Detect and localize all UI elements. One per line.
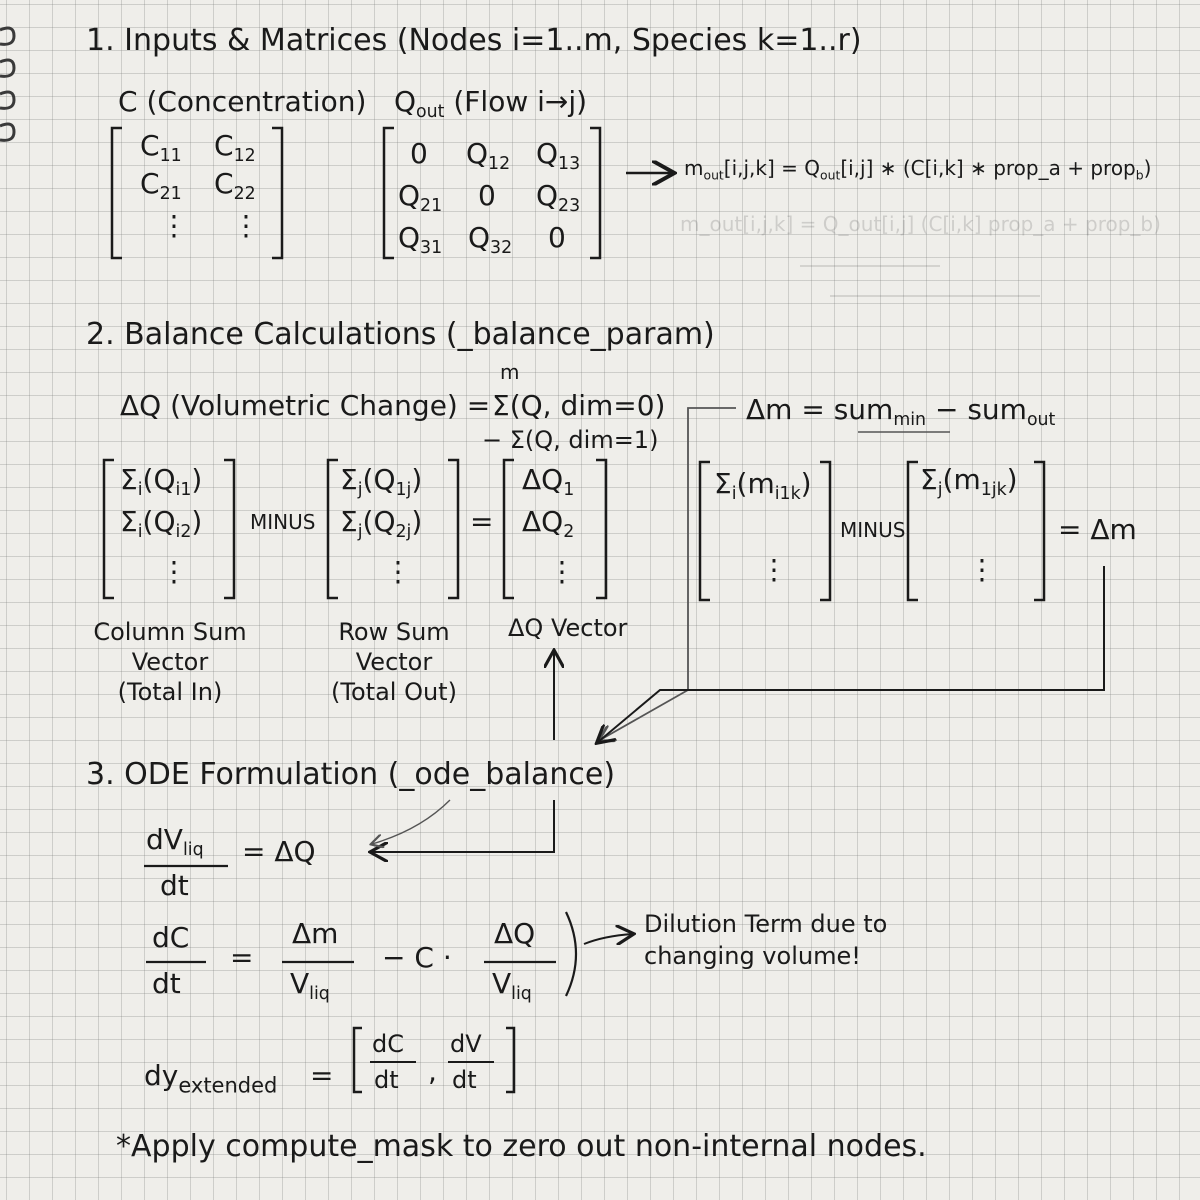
c-matrix-cell: $C_{11}$ [140, 129, 182, 167]
q-matrix-cell: 0 [478, 179, 496, 212]
dm-numerator: Δm [292, 917, 339, 950]
c-matrix-label: C (Concentration) [118, 85, 367, 118]
dy-term: dC [372, 1030, 404, 1058]
minus-label: MINUS [250, 510, 316, 534]
q-matrix-cell: $Q_{31}$ [398, 221, 443, 259]
q-matrix-label: $Q_{out}$ (Flow i→j) [394, 85, 588, 123]
q-matrix-cell: 0 [548, 221, 566, 254]
dm-denominator: $V_{liq}$ [290, 967, 330, 1005]
q-matrix-cell: $Q_{23}$ [536, 179, 581, 217]
q-matrix-cell: $Q_{21}$ [398, 179, 443, 217]
mass-in-dots: ⋮ [760, 553, 788, 586]
section3-heading: 3. ODE Formulation (_ode_balance) [86, 757, 616, 792]
dq-definition-line2: − Σ(Q, dim=1) [482, 426, 659, 454]
minus-label: MINUS [840, 518, 906, 542]
dy-term: dt [452, 1066, 477, 1094]
equals-sign: = [470, 505, 494, 538]
dy-equals: = [310, 1059, 334, 1092]
delta-m-result: = Δm [1058, 513, 1137, 546]
column-sum-dots: ⋮ [160, 555, 188, 588]
row-sum-entry: $\Sigma_j(Q_{2j})$ [340, 505, 423, 543]
dc-denominator: dt [152, 967, 181, 1000]
q-matrix-cell: $Q_{13}$ [536, 137, 581, 175]
dq-definition-line1: Σ(Q, dim=0) [492, 389, 666, 422]
minus-c-term: − C · [382, 941, 452, 974]
mass-out-dots: ⋮ [968, 553, 996, 586]
row-sum-caption: Row Sum Vector (Total Out) [331, 618, 457, 706]
c-matrix-cell: $C_{21}$ [140, 167, 182, 205]
c-matrix-cell: $C_{12}$ [214, 129, 256, 167]
section1-heading: 1. Inputs & Matrices (Nodes i=1..m, Species k=1..r) [86, 23, 862, 58]
column-sum-entry: $\Sigma_i(Q_{i2})$ [120, 505, 203, 543]
dy-comma: , [428, 1055, 437, 1088]
dq-vector-dots: ⋮ [548, 555, 576, 588]
mass-out-entry: $\Sigma_j(m_{1jk})$ [920, 463, 1018, 501]
section2-heading: 2. Balance Calculations (_balance_param) [86, 317, 715, 352]
mass-in-entry: $\Sigma_i(m_{i1k})$ [714, 467, 812, 505]
dq-to-dv-arrow [372, 800, 554, 852]
dy-term: dV [450, 1030, 482, 1058]
column-sum-entry: $\Sigma_i(Q_{i1})$ [120, 463, 203, 501]
dc-equals: = [230, 941, 254, 974]
dv-rhs: = ΔQ [242, 835, 316, 868]
dilution-paren [566, 912, 576, 996]
dv-denominator: dt [160, 869, 189, 902]
c-matrix-cell: $C_{22}$ [214, 167, 256, 205]
dm-result-arrow [598, 566, 1104, 742]
row-sum-entry: $\Sigma_j(Q_{1j})$ [340, 463, 423, 501]
row-sum-dots: ⋮ [384, 555, 412, 588]
dilution-arrow [584, 934, 632, 944]
column-sum-caption: Column Sum Vector (Total In) [93, 618, 247, 706]
mass-flow-formula-ghost: m_out[i,j,k] = Q_out[i,j] (C[i,k] prop_a + prop_b) [680, 212, 1161, 236]
dc-numerator: dC [152, 921, 190, 954]
dy-extended-label: $dy_{extended}$ [144, 1059, 278, 1098]
dilution-note: Dilution Term due to changing volume! [644, 910, 888, 970]
q-matrix-cell: $Q_{12}$ [466, 137, 511, 175]
dm-definition: Δm = sum$_{min}$ − sum$_{out}$ [746, 393, 1056, 431]
dq-to-dv-thin-arrow [372, 800, 450, 844]
q-matrix-cell: 0 [410, 137, 428, 170]
dq-vector-caption: ΔQ Vector [508, 614, 628, 642]
footer-note: *Apply compute_mask to zero out non-internal nodes. [116, 1129, 927, 1164]
ghost-scribble [800, 266, 1040, 296]
q-matrix-cell: $Q_{32}$ [468, 221, 513, 259]
dv-numerator: $dV_{liq}$ [146, 823, 204, 861]
c-matrix-dots: ⋮ [160, 209, 188, 242]
mass-flow-formula: $m_{out}[i,j,k] = Q_{out}[i,j]$ ∗ (C[i,k] ∗ prop_a + prop$_b$) [684, 156, 1152, 183]
dq-vector-entry: $\Delta Q_1$ [522, 463, 575, 501]
dy-term: dt [374, 1066, 399, 1094]
dq-denominator: $V_{liq}$ [492, 967, 532, 1005]
c-matrix-dots: ⋮ [232, 209, 260, 242]
dq-numerator: ΔQ [494, 917, 536, 950]
dq-vector-entry: $\Delta Q_2$ [522, 505, 575, 543]
dq-definition-left: ΔQ (Volumetric Change) = [120, 389, 491, 422]
dq-sum-limit: m [500, 360, 520, 384]
